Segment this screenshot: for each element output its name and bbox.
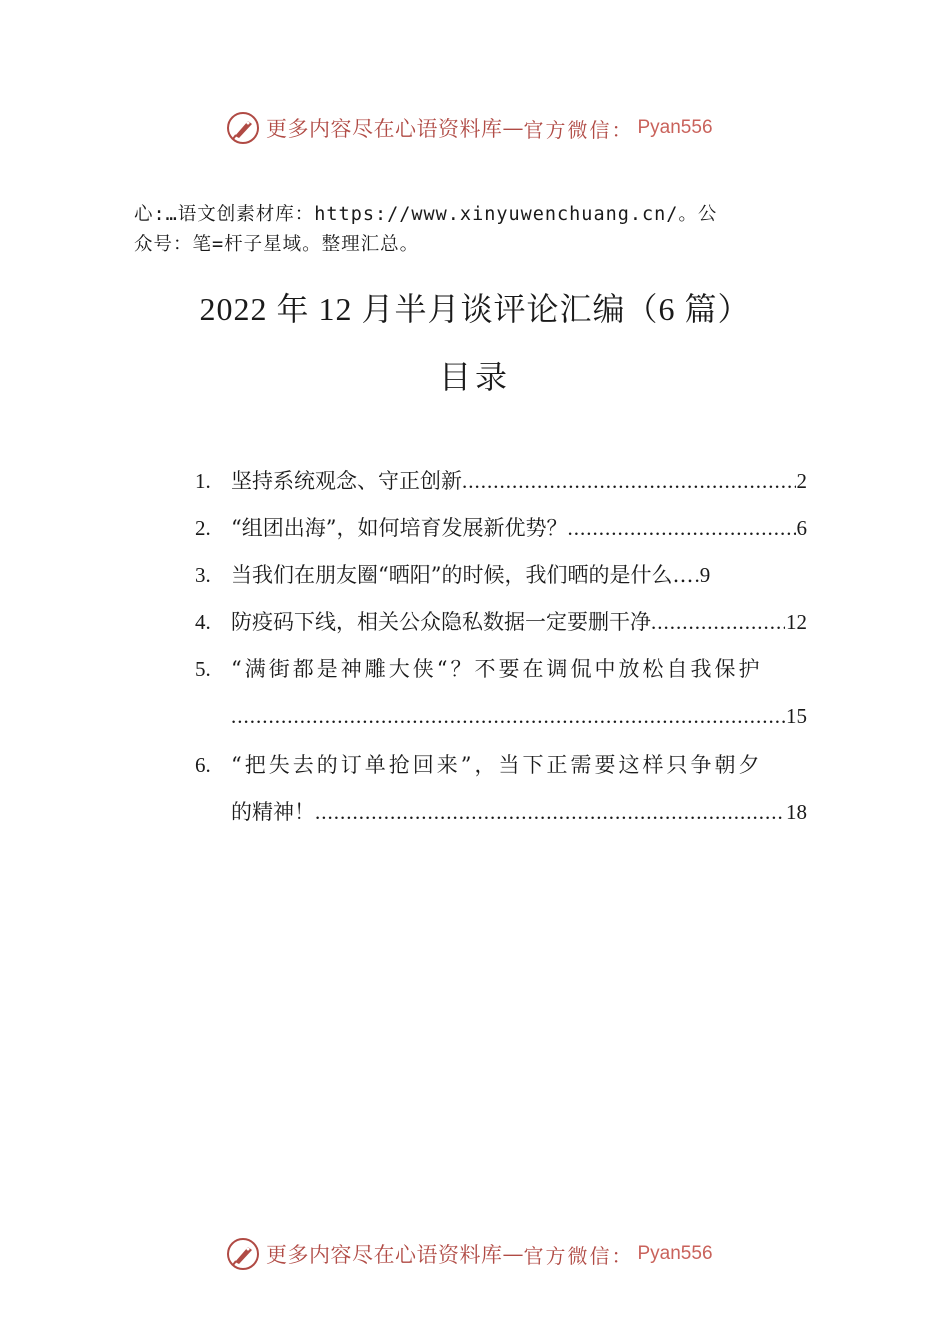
toc-leader-dots <box>567 505 795 552</box>
table-of-contents <box>195 458 807 836</box>
toc-entry-title: “满街都是神雕大侠“？不要在调侃中放松自我保护 <box>231 657 763 681</box>
watermark-wechat-id: Pyan556 <box>637 1243 713 1264</box>
toc-leader-dots <box>315 789 785 836</box>
toc-entry-title: 坚持系统观念、守正创新 <box>231 469 462 493</box>
watermark-wechat-label: 官方微信： <box>523 1243 634 1268</box>
toc-entry-title-continued: 的精神！ <box>231 800 315 824</box>
toc-entry-page: 18 <box>786 800 807 824</box>
toc-heading: 目录 <box>438 358 511 396</box>
footer-watermark <box>226 1236 713 1272</box>
pen-nib-logo-icon <box>226 1237 260 1271</box>
toc-entry-3[interactable] <box>195 552 807 599</box>
toc-entry-5[interactable] <box>195 646 807 742</box>
toc-entry-2[interactable] <box>195 505 807 552</box>
toc-entry-page: 15 <box>786 704 807 728</box>
toc-entry-number: 4. <box>195 610 211 634</box>
toc-entry-page: 12 <box>786 610 807 634</box>
toc-entry-page: 2 <box>796 469 807 493</box>
watermark-main-text: 更多内容尽在心语资料库 <box>266 1243 503 1267</box>
toc-entry-1[interactable] <box>195 458 807 505</box>
watermark-wechat-label: 官方微信： <box>523 117 634 142</box>
toc-entry-page: .9 <box>694 563 711 587</box>
toc-entry-number: 3. <box>195 563 211 587</box>
watermark-wechat-id: Pyan556 <box>637 117 713 138</box>
toc-leader-dots <box>231 693 785 740</box>
toc-entry-title: “组团出海”，如何培育发展新优势？ <box>231 516 568 540</box>
watermark-main-text: 更多内容尽在心语资料库 <box>266 117 503 141</box>
source-note-line-1: 心:…语文创素材库：https://www.xinyuwenchuang.cn/。公 <box>134 204 718 225</box>
header-watermark <box>226 110 713 146</box>
watermark-separator: — <box>502 1242 524 1266</box>
toc-entry-number: 2. <box>195 516 211 540</box>
pen-nib-logo-icon <box>226 111 260 145</box>
toc-leader-dots <box>651 599 785 646</box>
toc-entry-title: 当我们在朋友圈“晒阳”的时候，我们晒的是什么… <box>231 563 694 587</box>
toc-entry-title: 防疫码下线，相关公众隐私数据一定要删干净 <box>231 610 651 634</box>
watermark-separator: — <box>502 116 524 140</box>
toc-entry-title: “把失去的订单抢回来”，当下正需要这样只争朝夕 <box>231 753 763 777</box>
toc-entry-page: 6 <box>796 516 807 540</box>
toc-leader-dots <box>462 458 796 505</box>
toc-entry-number: 1. <box>195 469 211 493</box>
source-note-line-2: 众号：笔=杆子星域。整理汇总。 <box>134 234 420 255</box>
toc-entry-number: 6. <box>195 753 211 777</box>
source-note <box>134 200 824 260</box>
toc-entry-6[interactable] <box>195 742 807 836</box>
document-title: 2022 年 12 月半月谈评论汇编（6 篇） <box>199 291 751 327</box>
toc-entry-4[interactable] <box>195 599 807 646</box>
toc-entry-number: 5. <box>195 657 211 681</box>
